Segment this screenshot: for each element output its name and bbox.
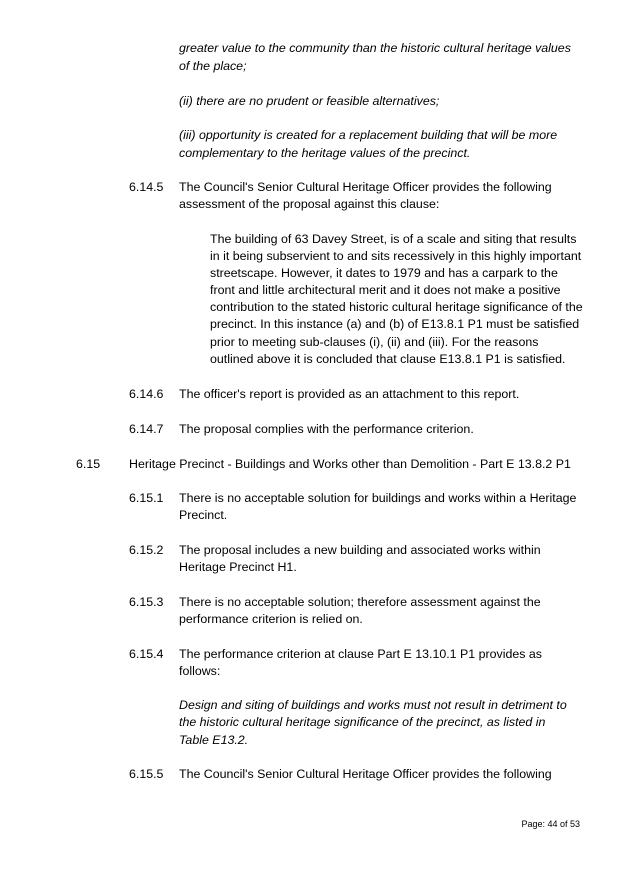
section-number-6-15-4: 6.15.4 [129, 647, 164, 661]
section-6-15-4-quote-line-1: Design and siting of buildings and works must not result in detriment to [179, 698, 567, 712]
page-number: Page: 44 of 53 [521, 819, 580, 829]
section-6-15-3-line-1: There is no acceptable solution; therefore assessment against the [179, 595, 541, 609]
section-6-15-3-line-2: performance criterion is relied on. [179, 612, 363, 626]
section-6-14-7-text: The proposal complies with the performance criterion. [179, 422, 474, 436]
section-number-6-15-5: 6.15.5 [129, 767, 164, 781]
quote-line: front and little architectural merit and it does not make a positive [210, 283, 561, 297]
quote-line: The building of 63 Davey Street, is of a scale and siting that results [210, 232, 577, 246]
section-number-6-14-6: 6.14.6 [129, 387, 164, 401]
section-6-15-2-line-2: Heritage Precinct H1. [179, 560, 297, 574]
quote-line: outlined above it is concluded that clause E13.8.1 P1 is satisfied. [210, 352, 566, 366]
section-6-14-5-line-2: assessment of the proposal against this clause: [179, 197, 440, 211]
intro-item-iii-line-2: complementary to the heritage values of the precinct. [179, 146, 471, 160]
section-6-15-2-line-1: The proposal includes a new building and associated works within [179, 543, 541, 557]
section-number-6-14-5: 6.14.5 [129, 180, 164, 194]
section-6-15-1-line-2: Precinct. [179, 508, 228, 522]
section-6-15-4-quote-line-2: the historic cultural heritage significance of the precinct, as listed in [179, 715, 546, 729]
section-number-6-15: 6.15 [76, 457, 101, 471]
intro-line-1: greater value to the community than the historic cultural heritage values [179, 41, 571, 55]
section-6-15-1-line-1: There is no acceptable solution for buildings and works within a Heritage [179, 491, 577, 505]
quote-line: streetscape. However, it dates to 1979 and has a carpark to the [210, 266, 558, 280]
section-number-6-15-3: 6.15.3 [129, 595, 164, 609]
intro-line-2: of the place; [179, 59, 247, 73]
section-6-15-heading: Heritage Precinct - Buildings and Works other than Demolition - Part E 13.8.2 P1 [129, 457, 571, 471]
section-6-15-4-line-2: follows: [179, 664, 221, 678]
quote-line: prior to meeting sub-clauses (i), (ii) and (iii). For the reasons [210, 335, 539, 349]
intro-item-iii-line-1: (iii) opportunity is created for a replacement building that will be more [179, 128, 558, 142]
quote-line: contribution to the stated historic cultural heritage significance of the [210, 300, 583, 314]
section-6-15-4-quote-line-3: Table E13.2. [179, 733, 249, 747]
section-number-6-15-2: 6.15.2 [129, 543, 164, 557]
section-6-14-6-text: The officer's report is provided as an attachment to this report. [179, 387, 520, 401]
quote-line: precinct. In this instance (a) and (b) of E13.8.1 P1 must be satisfied [210, 317, 580, 331]
section-6-14-5-line-1: The Council's Senior Cultural Heritage Officer provides the following [179, 180, 552, 194]
section-number-6-14-7: 6.14.7 [129, 422, 164, 436]
section-6-15-4-line-1: The performance criterion at clause Part E 13.10.1 P1 provides as [179, 647, 542, 661]
section-6-15-5-text: The Council's Senior Cultural Heritage Officer provides the following [179, 767, 552, 781]
intro-item-ii: (ii) there are no prudent or feasible alternatives; [179, 94, 440, 108]
quote-line: in it being subservient to and sits recessively in this highly important [210, 249, 582, 263]
section-number-6-15-1: 6.15.1 [129, 491, 164, 505]
